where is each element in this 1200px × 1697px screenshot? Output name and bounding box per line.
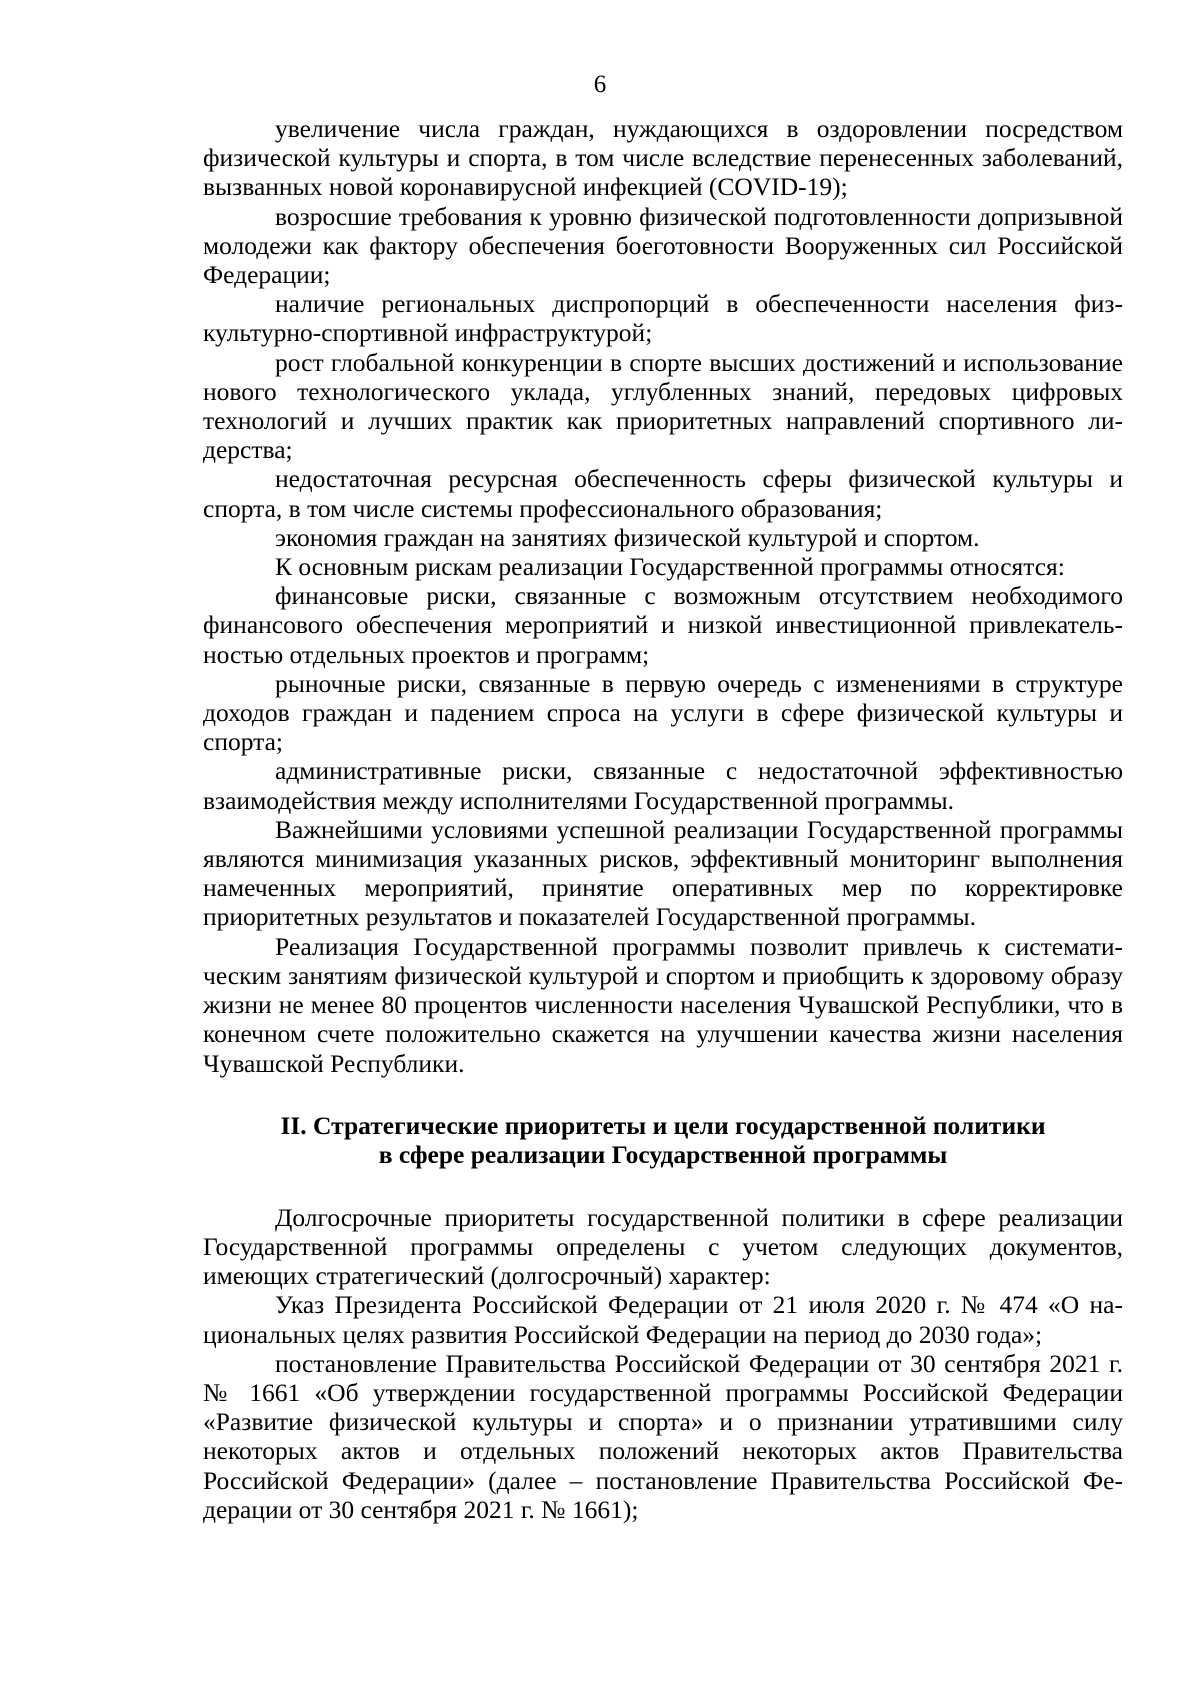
paragraph: рыночные риски, связанные в первую очередь с изменениями в структуре доходов граждан и падением спроса на услуги в сфере физической культуры и спорта;	[203, 668, 1123, 757]
section-heading	[203, 1111, 1123, 1170]
paragraph: Важнейшими условиями успешной реализации Государственной программы являются минимизация указанных рисков, эффективный мониторинг выполнения намеченных мероприятий, принятие оперативных мер по корректировке приоритетных результатов и показателей Государственной программы.	[203, 814, 1123, 932]
paragraph: экономия граждан на занятиях физической культурой и спортом.	[275, 522, 980, 552]
page-number: 6	[593, 71, 607, 98]
paragraph: Реализация Государственной программы позволит привлечь к систематическим занятиям физической культурой и спортом и приобщить к здоровому образу жизни не менее 80 процентов численности населения Чувашской Республики, что в конечном счете положительно скажется на улучшении качества жизни населения Чувашской Республики.	[203, 931, 1123, 1078]
paragraph: финансовые риски, связанные с возможным отсутствием необходимого финансового обеспечения мероприятий и низкой инвестиционной привлекательностью отдельных проектов и программ;	[203, 581, 1123, 669]
paragraph: административные риски, связанные с недостаточной эффективностью взаимодействия между исполнителями Государственной программы.	[203, 756, 1123, 815]
paragraph: Долгосрочные приоритеты государственной политики в сфере реализации Государственной программы определены с учетом следующих документов, имеющих стратегический (долгосрочный) характер:	[203, 1202, 1123, 1291]
paragraph: недостаточная ресурсная обеспеченность сферы физической культуры и спорта, в том числе системы профессионального образования;	[203, 464, 1123, 523]
paragraph: постановление Правительства Российской Федерации от 30 сентября 2021 г. № 1661 «Об утверждении государственной программы Российской Федерации «Развитие физической культуры и спорта» и о признании утратившими силу некоторых актов и отдельных положений некоторых актов Правительства Российской Федерации» (далее – постановление Правительства Российской Федерации от 30 сентября 2021 г. № 1661);	[203, 1348, 1123, 1524]
document-body	[203, 114, 1123, 1524]
paragraph: возросшие требования к уровню физической подготовленности допризывной молодежи как фактору обеспечения боеготовности Вооруженных сил Российской Федерации;	[203, 201, 1123, 290]
paragraph: рост глобальной конкуренции в спорте высших достижений и использование нового технологического уклада, углубленных знаний, передовых цифровых технологий и лучших практик как приоритетных направлений спортивного лидерства;	[203, 347, 1123, 465]
paragraph: К основным рискам реализации Государственной программы относятся:	[275, 552, 1065, 582]
paragraph: наличие региональных диспропорций в обеспеченности населения физкультурно-спортивной инфраструктурой;	[203, 289, 1123, 348]
section-heading-line-1: II. Стратегические приоритеты и цели государственной политики	[280, 1110, 1046, 1140]
paragraph: увеличение числа граждан, нуждающихся в оздоровлении посредством физической культуры и спорта, в том числе вследствие перенесенных заболеваний, вызванных новой коронавирусной инфекцией (COVID-19);	[203, 114, 1123, 202]
paragraph: Указ Президента Российской Федерации от 21 июля 2020 г. № 474 «О национальных целях развития Российской Федерации на период до 2030 года»;	[203, 1290, 1123, 1349]
section-heading-line-2: в сфере реализации Государственной программы	[378, 1140, 948, 1170]
